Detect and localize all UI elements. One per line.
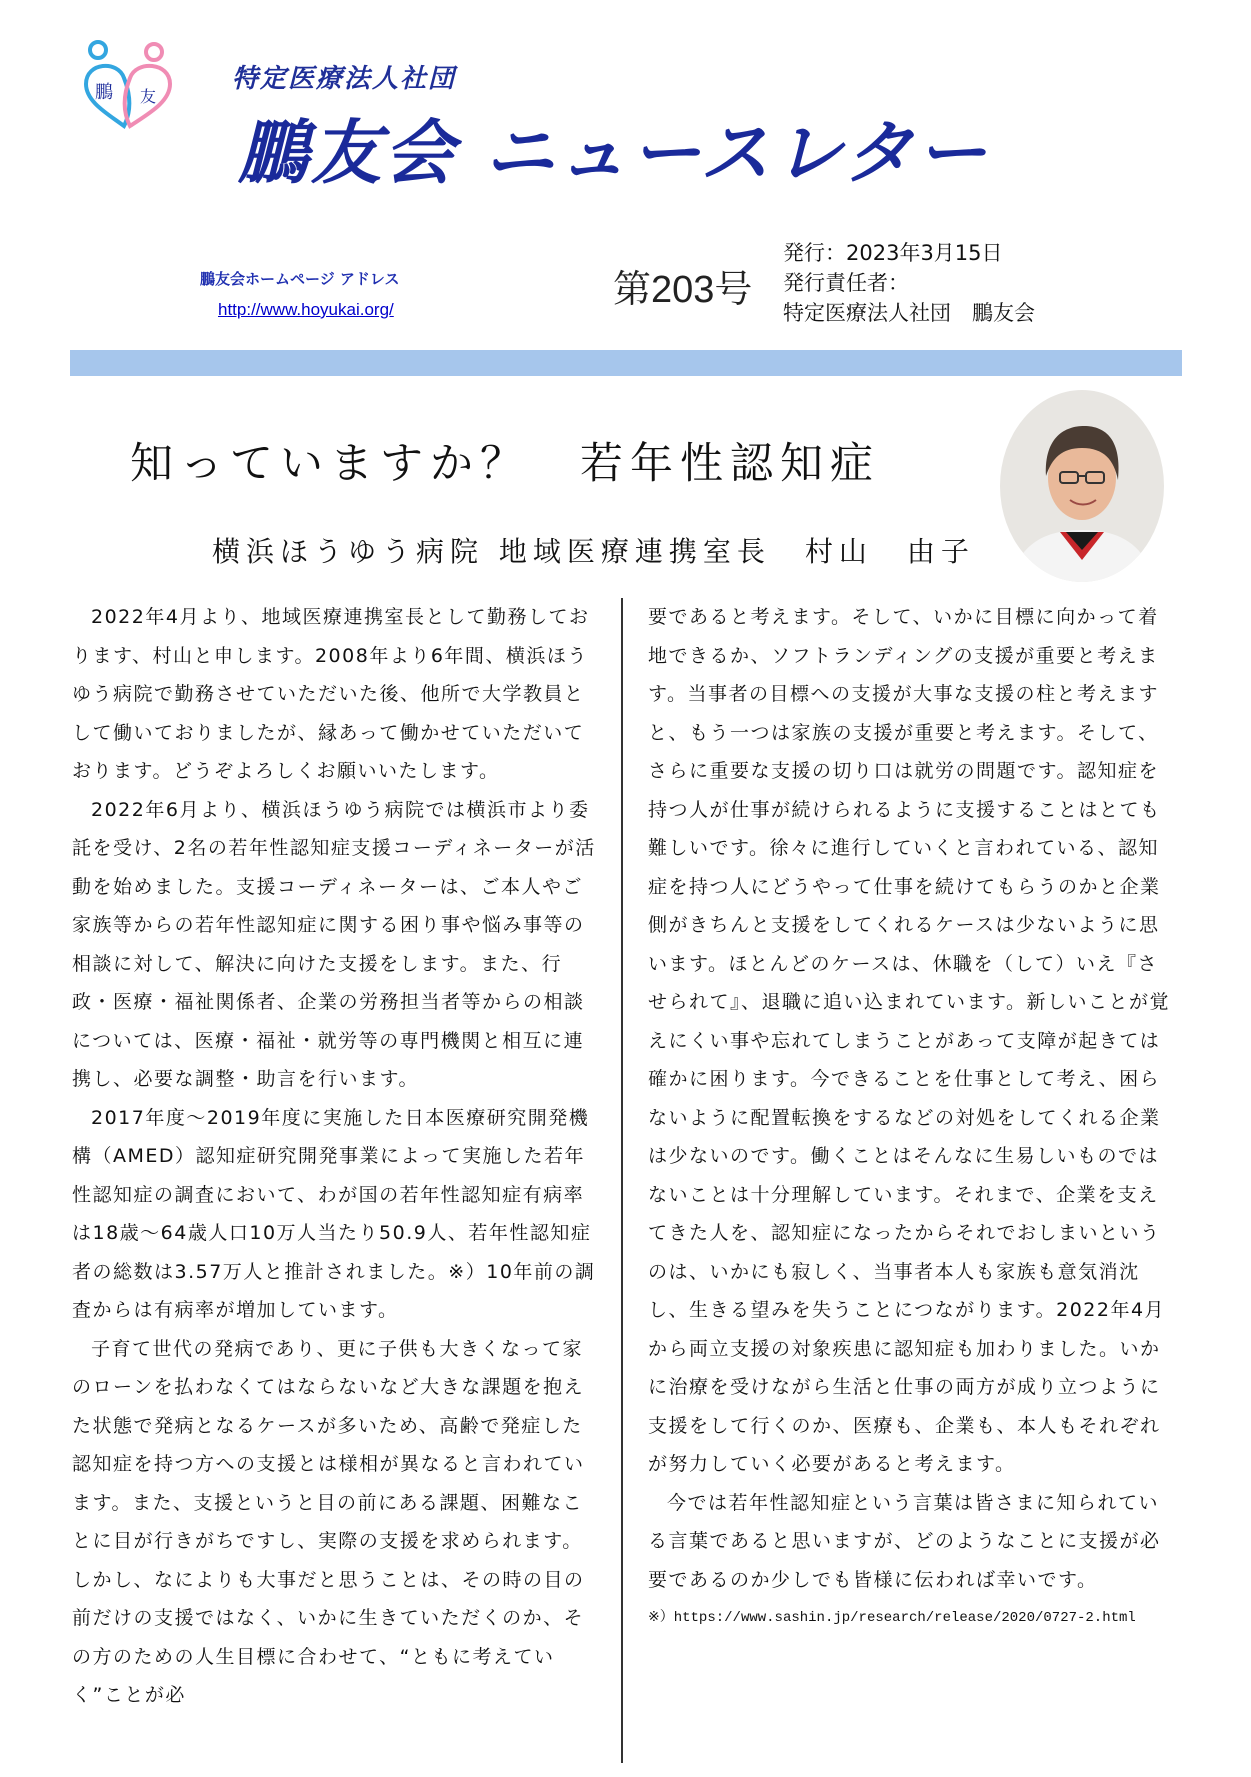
author-photo <box>1000 390 1164 582</box>
publisher-label: 発行責任者： <box>783 271 909 295</box>
paragraph: 2022年6月より、横浜ほうゆう病院では横浜市より委託を受け、2名の若年性認知症支援コーディネーターが活動を始めました。支援コーディネーターは、ご本人やご家族等からの若年性認知症に関する困り事や悩み事等の相談に対して、解決に向けた支援をします。また、行政・医療・福祉関係者、企業の労務担当者等からの相談については、医療・福祉・就労等の専門機関と相互に連携し、必要な調整・助言を行います。 <box>72 798 596 1090</box>
paragraph: 今では若年性認知症という言葉は皆さまに知られている言葉であると思いますが、どのようなことに支援が必要であるのか少しでも皆様に伝われば幸いです。 <box>648 1491 1161 1591</box>
paragraph: 子育て世代の発病であり、更に子供も大きくなって家のローンを払わなくてはならないなど大きな課題を抱えた状態で発病となるケースが多いため、高齢で発症した認知症を持つ方への支援とは様相が異なると言われています。また、支援というと目の前にある課題、困難なことに目が行きがちですし、実際の支援を求められます。しかし、なによりも大事だと思うことは、その時の目の前だけの支援ではなく、いかに生きていただくのか、その方のための人生目標に合わせて、“ともに考えていく”ことが必 <box>72 1337 585 1706</box>
paragraph: 2017年度～2019年度に実施した日本医療研究開発機構（AMED）認知症研究開発事業によって実施した若年性認知症の調査において、わが国の若年性認知症有病率は18歳～64歳人口10万人当たり50.9人、若年性認知症者の総数は3.57万人と推計されました。※）10年前の調査からは有病率が増加しています。 <box>72 1106 596 1321</box>
publish-date: 発行：2023年3月15日 <box>783 241 1003 265</box>
issue-number: 第203号 <box>613 269 753 311</box>
article-byline: 横浜ほうゆう病院 地域医療連携室長 村山 由子 <box>212 535 975 568</box>
publication-info <box>783 238 1035 328</box>
publisher-name: 特定医療法人社団 鵬友会 <box>783 301 1035 325</box>
logo-char-1: 鵬 <box>95 82 113 103</box>
hoyukai-logo <box>78 38 176 130</box>
reference-note: ※）https://www.sashin.jp/research/release/2020/0727-2.html <box>648 1610 1136 1626</box>
article-headline: 知っていますか？ 若年性認知症 <box>130 439 880 489</box>
paragraph: 要であると考えます。そして、いかに目標に向かって着地できるか、ソフトランディングの支援が重要と考えます。当事者の目標への支援が大事な支援の柱と考えますと、もう一つは家族の支援が重要と考えます。そして、さらに重要な支援の切り口は就労の問題です。認知症を持つ人が仕事が続けられるように支援することはとても難しいです。徐々に進行していくと言われている、認知症を持つ人にどうやって仕事を続けてもらうのかと企業側がきちんと支援をしてくれるケースは少ないように思います。ほとんどのケースは、休職を（して）いえ『させられて』、退職に追い込まれています。新しいことが覚えにくい事や忘れてしまうことがあって支障が起きては確かに困ります。今できることを仕事として考え、困らないように配置転換をするなどの対処をしてくれる企業は少ないのです。働くことはそんなに生易しいものではないことは十分理解しています。それまで、企業を支えてきた人を、認知症になったからそれでおしまいというのは、いかにも寂しく、当事者本人も家族も意気消沈し、生きる望みを失うことにつながります。2022年4月から両立支援の対象疾患に認知症も加わりました。いかに治療を受けながら生活と仕事の両方が成り立つように支援をして行くのか、医療も、企業も、本人もそれぞれが努力していく必要があると考えます。 <box>648 606 1170 1475</box>
newsletter-title: 鵬友会 ニュースレター <box>238 112 990 194</box>
column-divider <box>621 598 623 1763</box>
homepage-label: 鵬友会ホームページ アドレス <box>200 270 400 288</box>
article-column-right <box>648 598 1178 1638</box>
logo-char-2: 友 <box>139 87 157 106</box>
paragraph: 2022年4月より、地域医療連携室長として勤務しております、村山と申します。2008年より6年間、横浜ほうゆう病院で勤務させていただいた後、他所で大学教員として働いておりましたが、縁あって働かせていただいております。どうぞよろしくお願いいたします。 <box>72 606 590 782</box>
homepage-link[interactable]: http://www.hoyukai.org/ <box>218 300 394 319</box>
header-divider-band <box>70 350 1182 376</box>
org-name: 特定医療法人社団 <box>232 64 457 94</box>
article-column-left <box>72 598 602 1715</box>
